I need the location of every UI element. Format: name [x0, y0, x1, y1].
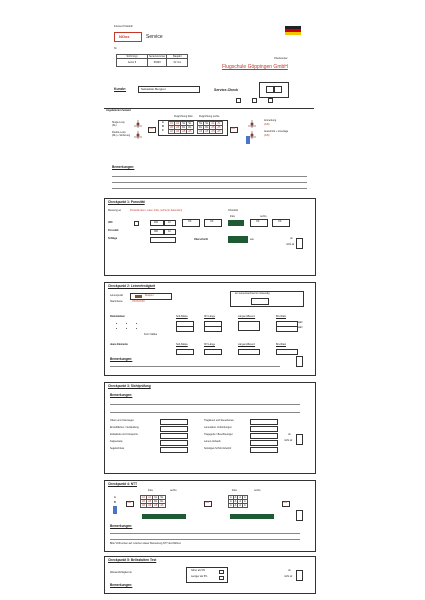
cp3-left-item: Einzelflächen / Verkleidung	[110, 426, 139, 429]
row-label: B	[162, 125, 164, 128]
cp4-links-label: links	[232, 489, 237, 492]
cp5-label: Wasserdichtigkeit ist	[110, 571, 132, 574]
cp4-rechts-label: rechts	[170, 489, 177, 492]
stammleinen-label: Stammleinen	[110, 315, 125, 318]
laenge-field[interactable]	[238, 321, 260, 331]
leinenpunkt-label: Leinenpunkt	[110, 294, 124, 297]
cp3-title: Checkpunkt 3: Sichtprüfung	[108, 384, 151, 388]
cp3-nicht-ok-label: nicht ok	[284, 439, 293, 442]
anmerkung-label: Anmerkung	[264, 119, 277, 122]
porosity-label: Porosität	[108, 229, 119, 232]
soll-field[interactable]	[176, 326, 194, 332]
kunde-label: Kunde:	[114, 87, 127, 91]
cp3-check-field[interactable]	[160, 433, 188, 439]
loop-icon	[248, 120, 256, 128]
intern-label: Internes Protokoll	[114, 25, 133, 28]
bemerkungen-label: Bemerkungen:	[112, 165, 135, 169]
cp3-check-field[interactable]	[250, 426, 278, 432]
obere-field[interactable]	[276, 349, 298, 355]
option-checkbox[interactable]	[236, 98, 241, 103]
loop-icon	[134, 120, 142, 128]
anmerkung-value: (A/B)	[264, 123, 270, 126]
ab-box[interactable]: A/B	[282, 501, 290, 507]
color-marker	[246, 136, 250, 144]
messung-value: Porosität oben, unten, links, rechts (in Sekunden)	[130, 209, 183, 212]
cp3-result-box[interactable]	[296, 434, 303, 445]
cp3-check-field[interactable]	[250, 447, 278, 453]
cp3-check-field[interactable]	[250, 419, 278, 425]
single-loop-sub: (SL)	[112, 124, 117, 127]
laenge-header: Längendifferenz	[238, 343, 256, 346]
note-line[interactable]	[110, 539, 300, 540]
flugrichtung-rechts: Flugrichtung rechts	[199, 115, 220, 118]
laenge-header: Längendifferenz	[238, 315, 256, 318]
angeliefert-grid-right[interactable]: SL SL A1 A1 DL DL A5 A5 A5 A5 A5 A5	[199, 122, 221, 133]
cp3-check-field[interactable]	[250, 440, 278, 446]
ntt-result-bar-right[interactable]	[230, 514, 274, 519]
bruchlast-field[interactable]	[276, 326, 298, 332]
single-loop-label: Single Loop	[112, 121, 125, 124]
cp4-result-box[interactable]	[296, 510, 303, 521]
cp3-right-item: Tragleinen und Steuerleinen	[204, 419, 234, 422]
ist-header: IST-Länge	[204, 315, 216, 318]
cp5-ok-label: ok	[288, 569, 291, 572]
bruchlast-header: Bruchlast	[276, 315, 286, 318]
note-line[interactable]	[112, 188, 307, 189]
logo: NOxx	[114, 32, 142, 42]
flugrichtung-links: Flugrichtung links	[174, 115, 193, 118]
angeliefert-grid-left[interactable]: A1 A1 SL SL A5 A5 DL DL A5 A5 A5 A5	[170, 122, 192, 133]
rechts-label: rechts	[260, 215, 267, 218]
obere-field[interactable]	[204, 349, 222, 355]
ok-button[interactable]: OK	[182, 219, 200, 227]
hinweis-label: Ausschnitt + Innenlage	[264, 130, 289, 133]
chordsitz-label: Chordsitz	[228, 209, 239, 212]
serial-value[interactable]: 59393	[148, 59, 167, 67]
links-label: links	[230, 215, 235, 218]
form-sheet	[104, 16, 318, 594]
cp1-ok-label: ok	[290, 237, 293, 240]
divider	[104, 108, 314, 109]
cp3-right-item: Tragegurte / Beschleuniger	[204, 433, 233, 436]
option-checkbox[interactable]	[252, 98, 257, 103]
cp4-links-label: links	[148, 489, 153, 492]
obere-elemente-label: obere Elemente	[110, 343, 128, 346]
ist-field[interactable]	[204, 326, 222, 332]
cp3-ok-label: ok	[288, 433, 291, 436]
schirmtyp-value[interactable]: Aonic 5	[117, 59, 148, 67]
leinenpunkt-field[interactable]: Beispiel	[130, 293, 172, 300]
double-loop-label: Double Loop	[112, 131, 126, 134]
ab-box[interactable]: A/B	[126, 501, 134, 507]
cp4-title: Checkpunkt 4: NTT	[108, 482, 138, 486]
leinenwechsel-box[interactable]: am Leinenwechsel ist notwendig	[230, 291, 304, 307]
obere-field[interactable]	[238, 349, 260, 355]
note-line[interactable]	[110, 533, 300, 534]
service-check-label: Service-Check	[214, 88, 239, 92]
kunde-field[interactable]: Sebastian Bergner	[138, 86, 200, 93]
schlaege-value[interactable]	[150, 237, 176, 243]
stammleine-value[interactable]: XXXXXXXX	[132, 300, 145, 303]
cp5-result-box[interactable]	[296, 570, 303, 581]
sek-label: sek	[250, 238, 254, 241]
ok-button[interactable]: OK	[204, 219, 222, 227]
cp3-left-item: Segelschluss	[110, 447, 125, 450]
cp3-left-item: Zellwände und Crossports	[110, 433, 138, 436]
ntt-result-bar-left[interactable]	[142, 514, 186, 519]
row-label: A	[162, 121, 164, 124]
jdc-checkbox[interactable]	[134, 221, 139, 226]
cp3-check-field[interactable]	[160, 426, 188, 432]
dan-unit: daN	[298, 326, 303, 329]
stammleine-label: Stammleine	[110, 300, 123, 303]
cp3-check-field[interactable]	[160, 440, 188, 446]
porosity-value-2[interactable]: 10	[164, 229, 176, 235]
cp4-note: Bitte VOR ersten auf: Löschen dieser Bemerkung NTT durchführen	[110, 542, 182, 545]
service-check-inner-2	[274, 86, 282, 93]
cp1-result-box[interactable]	[296, 238, 303, 249]
dan-unit: daN	[298, 321, 303, 324]
row-label: B	[114, 501, 116, 504]
oberschicht-label: Oberschicht	[194, 238, 208, 241]
cp5-nicht-ok-label: nicht ok	[284, 575, 293, 578]
angeliefert-title: Angelieferter Zustand	[106, 109, 131, 112]
soll-header: Soll-Stärke	[176, 315, 188, 318]
jdc-value-2[interactable]: 10	[164, 220, 176, 226]
checkcenter-label: Checkcenter:	[274, 57, 289, 60]
ntt-grid-left[interactable]: A1 A1 SL SL A5 A5 DL DL A5 A5 A5 A5	[142, 496, 164, 507]
service-check-inner	[266, 86, 274, 93]
color-marker	[113, 506, 117, 514]
ok-button[interactable]: OK	[272, 219, 290, 227]
flag-icon[interactable]	[285, 26, 301, 35]
loop-icon	[134, 131, 142, 139]
cp3-check-field[interactable]	[160, 419, 188, 425]
cp3-left-item: Kappenteile	[110, 440, 123, 443]
obere-field[interactable]	[176, 349, 194, 355]
ist-header: IST-Länge	[204, 343, 216, 346]
glider-info-table: Schirmtyp Seriennummer Baujahr Aonic 5 59393 02 mm	[116, 54, 188, 67]
note-line[interactable]	[110, 404, 300, 405]
cp5-bemerkungen: Bemerkungen:	[110, 583, 133, 587]
cp5-title: Checkpunkt 5: Bellsstutten Test	[108, 558, 157, 562]
ok-button[interactable]: OK	[250, 219, 268, 227]
service-label: Service	[146, 34, 163, 40]
note-line[interactable]	[112, 176, 307, 177]
cp2-bemerkungen: Bemerkungen:	[110, 357, 133, 361]
chordsitz-links-fill[interactable]	[228, 220, 244, 226]
ab-box[interactable]: A/B	[204, 501, 212, 507]
cp3-check-field[interactable]	[250, 433, 278, 439]
jdc-value-1[interactable]: 200	[150, 220, 164, 226]
row-label: C	[162, 129, 164, 132]
cp3-right-item: Leinenabst. Verbindungen	[204, 426, 232, 429]
messung-label: Messung an	[108, 209, 122, 212]
jdc-label: JDC	[108, 221, 113, 224]
cp5-options-box[interactable]: höher als 5% weniger als 5%	[186, 567, 228, 583]
hinweis-value: (A/B)	[264, 134, 270, 137]
note-line[interactable]	[110, 412, 300, 413]
ab-box-right[interactable]: A/B	[230, 127, 238, 133]
porosity-value-1[interactable]: 300	[150, 229, 164, 235]
option-checkbox[interactable]	[268, 98, 273, 103]
ntt-grid-right[interactable]: A A A A A A A A A A A A	[230, 496, 246, 507]
nr-label: Nr.	[114, 47, 118, 50]
cp2-title: Checkpunkt 2: Leinenfestigkeit	[108, 284, 156, 288]
cp3-check-field[interactable]	[160, 447, 188, 453]
cp4-rechts-label: rechts	[254, 489, 261, 492]
year-value[interactable]: 02 mm	[167, 59, 188, 67]
cp4-bemerkungen: Bemerkungen:	[110, 524, 133, 528]
ab-box-left[interactable]: A/B	[148, 127, 156, 133]
obere-sub-label: Form Stärke	[144, 333, 158, 336]
note-line[interactable]	[112, 182, 307, 183]
schlaege-label: Schläge	[108, 237, 118, 240]
cp3-bemerkungen: Bemerkungen:	[110, 393, 133, 397]
company-name: Flugschule Göppingen GmbH	[222, 64, 288, 70]
soll-header: Soll-Stärke	[176, 343, 188, 346]
note-line[interactable]	[110, 366, 280, 367]
cp2-result-box[interactable]	[296, 356, 303, 367]
cp1-title: Checkpunkt 1: Porosität	[108, 200, 145, 204]
cp3-right-item: Sonstiges Schirmzubehör	[204, 447, 232, 450]
cp3-right-item: Leinen-Verlaufs	[204, 440, 221, 443]
cp1-nicht-ok-label: nicht ok	[286, 243, 295, 246]
cp3-left-item: Obere und Unterseget	[110, 419, 134, 422]
row-label: A	[114, 496, 116, 499]
double-loop-sub: (DL) + Sicherung	[112, 134, 131, 137]
bruchlast-header: Bruchlast	[276, 343, 286, 346]
oberschicht-fill[interactable]	[228, 236, 248, 243]
